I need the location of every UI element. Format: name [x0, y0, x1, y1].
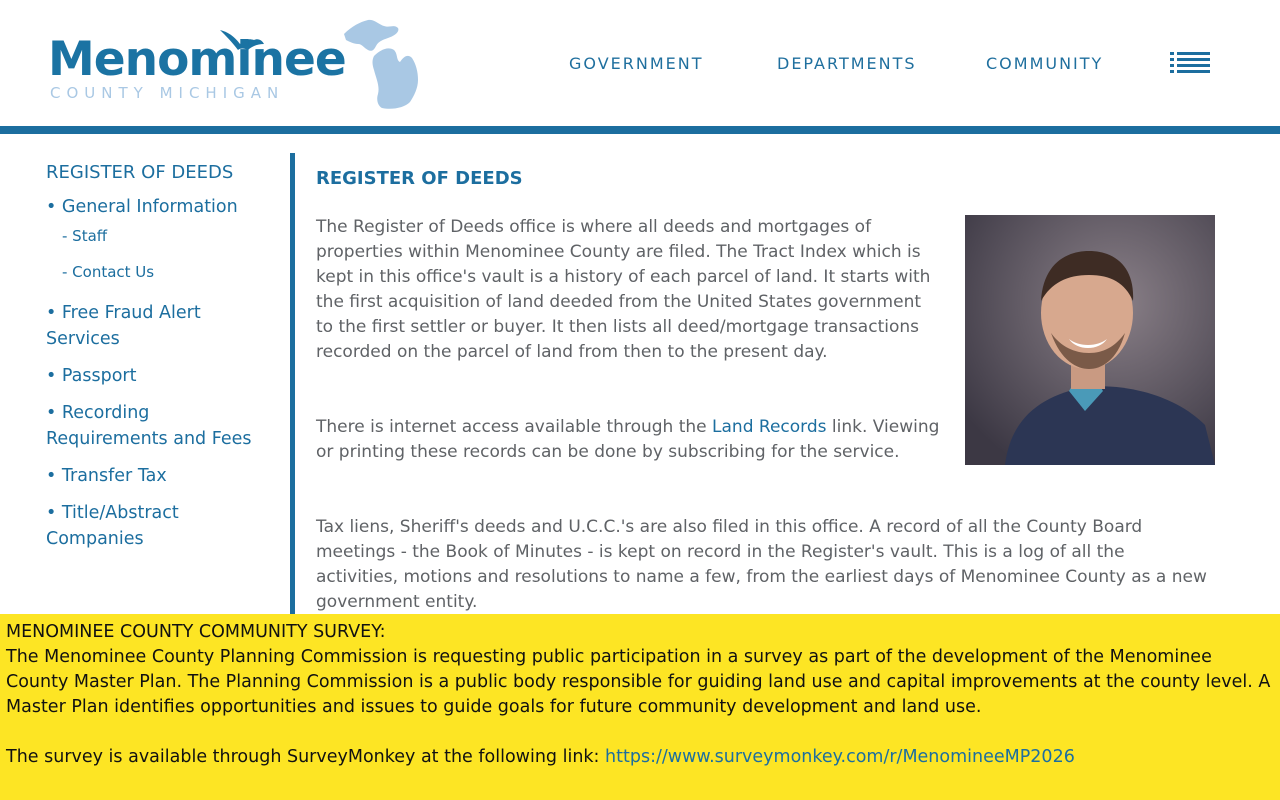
sidebar-divider	[290, 153, 295, 623]
land-records-link[interactable]: Land Records	[712, 417, 827, 437]
nav-departments[interactable]: DEPARTMENTS	[777, 54, 917, 73]
header-divider	[0, 126, 1280, 134]
hamburger-list-icon[interactable]	[1170, 52, 1210, 74]
sidebar-item-passport[interactable]: • Passport	[46, 366, 137, 386]
banner-spacer	[6, 720, 1274, 745]
sidebar-subitem-contact-us[interactable]: - Contact Us	[62, 263, 155, 281]
sidebar-nav	[46, 160, 276, 563]
survey-link-intro: The survey is available through SurveyMonkey at the following link:	[6, 747, 606, 767]
intro-paragraph: The Register of Deeds office is where all deeds and mortgages of properties within Menominee County are filed. The Tract Index which is kept in this office's vault is a history of each parcel of land. It starts with the first acquisition of land deeded from the United States government to the first settler or buyer. It then lists all deed/mortgage transactions recorded on the parcel of land from then to the present day.	[316, 217, 931, 362]
logo-subtitle: COUNTY MICHIGAN	[50, 84, 285, 102]
land-records-paragraph	[316, 415, 941, 465]
survey-banner	[0, 614, 1280, 800]
survey-banner-body: The Menominee County Planning Commission is requesting public participation in a survey as part of the development of the Menominee County Master Plan. The Planning Commission is a public body responsible for guiding land use and capital improvements at the county level. A Master Plan identifies opportunities and issues to guide goals for future community development and land use.	[6, 647, 1271, 717]
site-logo[interactable]	[48, 14, 388, 114]
tax-liens-paragraph: Tax liens, Sheriff's deeds and U.C.C.'s are also filed in this office. A record of all the County Board meetings - the Book of Minutes - is kept on record in the Register's vault. This is a log of all the activities, motions and resolutions to name a few, from the earliest days of Menominee County as a new government entity.	[316, 517, 1207, 612]
survey-banner-title: MENOMINEE COUNTY COMMUNITY SURVEY:	[6, 622, 386, 642]
sidebar-heading[interactable]: REGISTER OF DEEDS	[46, 162, 234, 183]
sidebar-item-title-abstract[interactable]: • Title/Abstract Companies	[46, 503, 179, 549]
nav-government[interactable]: GOVERNMENT	[569, 54, 704, 73]
staff-photo	[965, 215, 1215, 465]
site-header	[0, 0, 1280, 126]
page-title: REGISTER OF DEEDS	[316, 168, 523, 189]
nav-community[interactable]: COMMUNITY	[986, 54, 1104, 73]
sidebar-item-recording-requirements[interactable]: • Recording Requirements and Fees	[46, 403, 252, 449]
land-records-text-before: There is internet access available through the	[316, 417, 713, 437]
sidebar-item-free-fraud-alert[interactable]: • Free Fraud Alert Services	[46, 303, 201, 349]
sidebar-item-transfer-tax[interactable]: • Transfer Tax	[46, 466, 167, 486]
sidebar-item-general-information[interactable]: • General Information	[46, 197, 238, 217]
michigan-state-icon	[338, 16, 434, 112]
logo-title: Menominee	[48, 32, 346, 87]
survey-link[interactable]: https://www.surveymonkey.com/r/MenomineeMP2026	[605, 747, 1075, 767]
portrait-image	[965, 215, 1215, 465]
sidebar-subitem-staff[interactable]: - Staff	[62, 227, 108, 245]
survey-link-line	[6, 745, 1274, 770]
main-content	[316, 166, 1216, 612]
land-records-text-after: link. Viewing or printing these records can be done by subscribing for the service.	[316, 417, 940, 462]
